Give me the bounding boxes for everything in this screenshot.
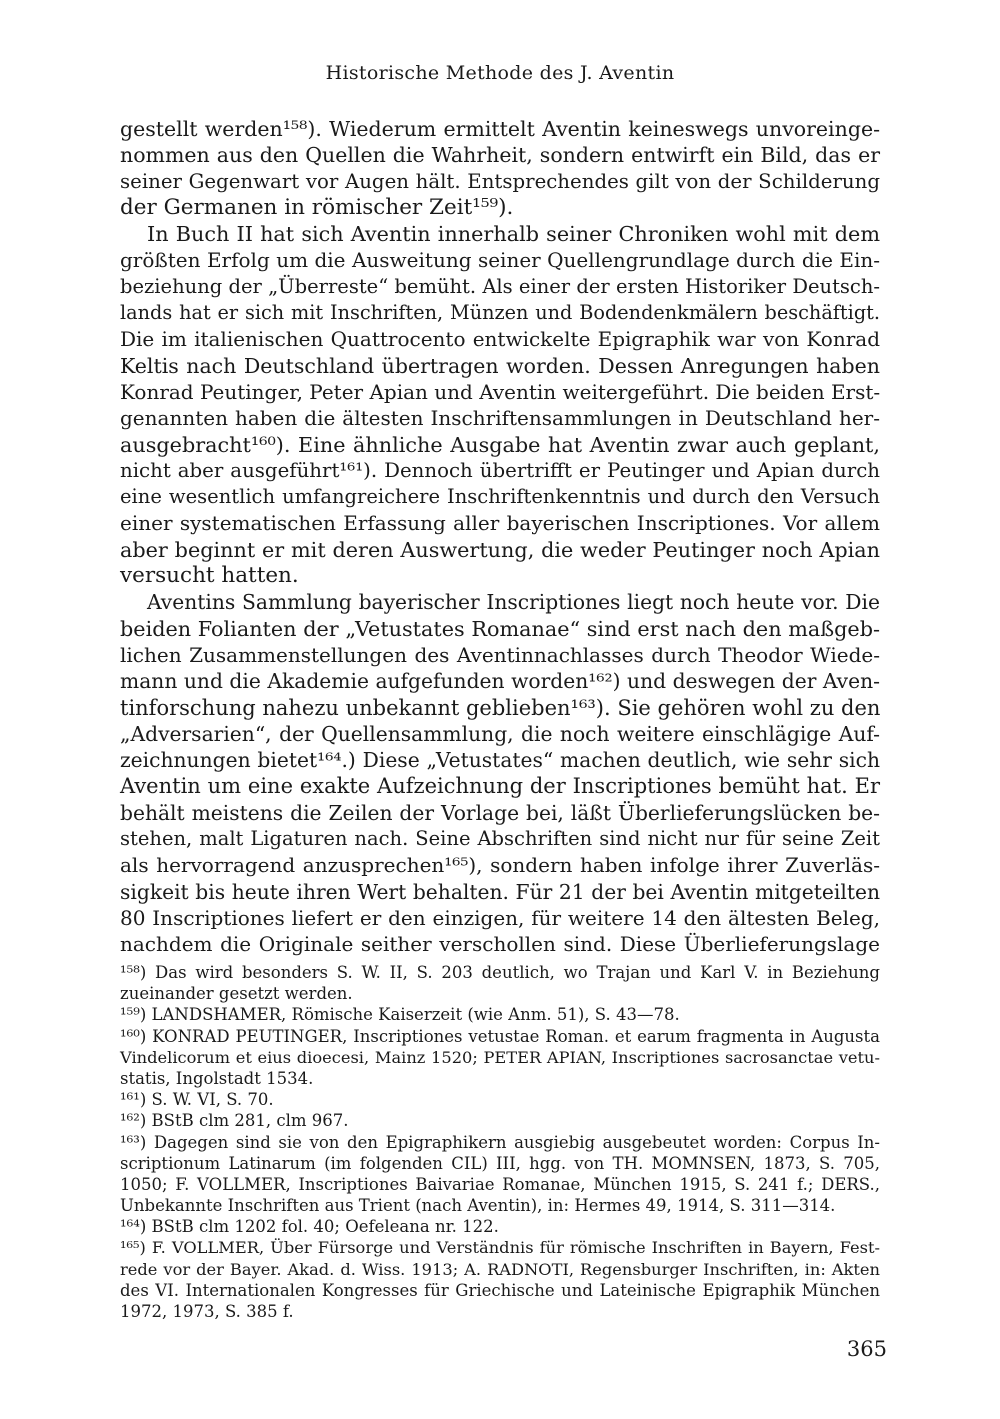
footnote-line: ¹⁶³) Dagegen sind sie von den Epigraphikern ausgiebig ausgebeutet worden: Corpus In- [120, 1132, 880, 1152]
footnote-line: rede vor der Bayer. Akad. d. Wiss. 1913; A. RADNOTI, Regensburger Inschriften, in: Akten [120, 1259, 880, 1279]
text-line: „Adversarien“, der Quellensammlung, die noch weitere einschlägige Auf- [120, 721, 880, 746]
text-line: ausgebracht¹⁶⁰). Eine ähnliche Ausgabe hat Aventin zwar auch geplant, [120, 432, 880, 457]
text-line: genannten haben die ältesten Inschriftensammlungen in Deutschland her- [120, 406, 880, 431]
text-line: nachdem die Originale seither verschollen sind. Diese Überlieferungslage [120, 932, 880, 957]
text-line: sigkeit bis heute ihren Wert behalten. Für 21 der bei Aventin mitgeteilten [120, 879, 880, 904]
text-line: 80 Inscriptiones liefert er den einzigen, für weitere 14 den ältesten Beleg, [120, 905, 880, 930]
text-line: einer systematischen Erfassung aller bayerischen Inscriptiones. Vor allem [120, 511, 880, 536]
footnote-line: statis, Ingolstadt 1534. [120, 1068, 314, 1088]
footnote-line: ¹⁶⁴) BStB clm 1202 fol. 40; Oefeleana nr. 122. [120, 1217, 499, 1237]
text-line: mann und die Akademie aufgefunden worden¹⁶²) und deswegen der Aven- [120, 669, 880, 694]
text-line: nommen aus den Quellen die Wahrheit, sondern entwirft ein Bild, das er [120, 143, 880, 168]
footnote-line: ¹⁵⁸) Das wird besonders S. W. II, S. 203 deutlich, wo Trajan und Karl V. in Beziehung [120, 963, 880, 982]
text-line: tinforschung nahezu unbekannt geblieben¹⁶³). Sie gehören wohl zu den [120, 695, 881, 720]
running-header: Historische Methode des J. Aventin [325, 62, 675, 84]
text-line: seiner Gegenwart vor Augen hält. Entsprechendes gilt von der Schilderung [120, 169, 880, 193]
text-line: Aventins Sammlung bayerischer Inscriptiones liegt noch heute vor. Die [147, 590, 880, 615]
footnote-line: des VI. Internationalen Kongresses für Griechische und Lateinische Epigraphik München [120, 1280, 880, 1300]
text-line: nicht aber ausgeführt¹⁶¹). Dennoch übertrifft er Peutinger und Apian durch [120, 458, 880, 482]
footnote-line: ¹⁶⁰) KONRAD PEUTINGER, Inscriptiones vetustae Roman. et earum fragmenta in Augusta [120, 1026, 880, 1046]
text-line: beiden Folianten der „Vetustates Romanae“ sind erst nach den maßgeb- [120, 616, 880, 641]
text-line: eine wesentlich umfangreichere Inschriftenkenntnis und durch den Versuch [120, 485, 880, 509]
text-line: größten Erfolg um die Ausweitung seiner Quellengrundlage durch die Ein- [120, 248, 880, 273]
footnote-line: ¹⁶¹) S. W. VI, S. 70. [120, 1090, 274, 1110]
text-line: behält meistens die Zeilen der Vorlage bei, läßt Überlieferungslücken be- [120, 800, 880, 825]
footnote-line: ¹⁶²) BStB clm 281, clm 967. [120, 1111, 349, 1131]
footnote-line: 1972, 1973, S. 385 f. [120, 1302, 294, 1321]
text-line: lichen Zusammenstellungen des Aventinnachlasses durch Theodor Wiede- [120, 642, 880, 667]
text-line: der Germanen in römischer Zeit¹⁵⁹). [120, 194, 514, 220]
footnote-line: ¹⁶⁵) F. VOLLMER, Über Fürsorge und Verständnis für römische Inschriften in Bayern, Fest- [120, 1238, 880, 1258]
text-line: Keltis nach Deutschland übertragen worden. Dessen Anregungen haben [120, 353, 880, 378]
page-number: 365 [846, 1337, 887, 1361]
footnote-line: ¹⁵⁹) LANDSHAMER, Römische Kaiserzeit (wie Anm. 51), S. 43—78. [120, 1005, 680, 1025]
main-text [120, 116, 880, 958]
footnote-line: Vindelicorum et eius dioecesi, Mainz 1520; PETER APIAN, Inscriptiones sacrosanctae vetu- [120, 1047, 880, 1067]
text-line: beziehung der „Überreste“ bemüht. Als einer der ersten Historiker Deutsch- [120, 274, 880, 298]
text-line: aber beginnt er mit deren Auswertung, die weder Peutinger noch Apian [120, 537, 880, 562]
text-line: Konrad Peutinger, Peter Apian und Aventin weitergeführt. Die beiden Erst- [120, 379, 881, 404]
text-line: gestellt werden¹⁵⁸). Wiederum ermittelt Aventin keineswegs unvoreinge- [120, 117, 880, 141]
text-line: Die im italienischen Quattrocento entwickelte Epigraphik war von Konrad [120, 327, 880, 352]
footnote-line: Unbekannte Inschriften aus Trient (nach Aventin), in: Hermes 49, 1914, S. 311—314. [120, 1196, 836, 1216]
text-line: lands hat er sich mit Inschriften, Münzen und Bodendenkmälern beschäftigt. [120, 301, 880, 325]
footnote-line: scriptionum Latinarum (im folgenden CIL) III, hgg. von TH. MOMNSEN, 1873, S. 705, [120, 1153, 880, 1173]
text-line: stehen, malt Ligaturen nach. Seine Abschriften sind nicht nur für seine Zeit [120, 827, 880, 851]
footnotes [120, 962, 880, 1322]
text-line: Aventin um eine exakte Aufzeichnung der Inscriptiones bemüht hat. Er [120, 774, 880, 799]
text-line: zeichnungen bietet¹⁶⁴.) Diese „Vetustates“ machen deutlich, wie sehr sich [120, 748, 880, 773]
text-line: In Buch II hat sich Aventin innerhalb seiner Chroniken wohl mit dem [147, 222, 880, 247]
text-line: als hervorragend anzusprechen¹⁶⁵), sondern haben infolge ihrer Zuverläs- [120, 853, 880, 878]
footnote-line: zueinander gesetzt werden. [120, 984, 353, 1004]
text-line: versucht hatten. [120, 563, 299, 589]
footnote-line: 1050; F. VOLLMER, Inscriptiones Baivariae Romanae, München 1915, S. 241 f.; DERS., [120, 1174, 880, 1194]
